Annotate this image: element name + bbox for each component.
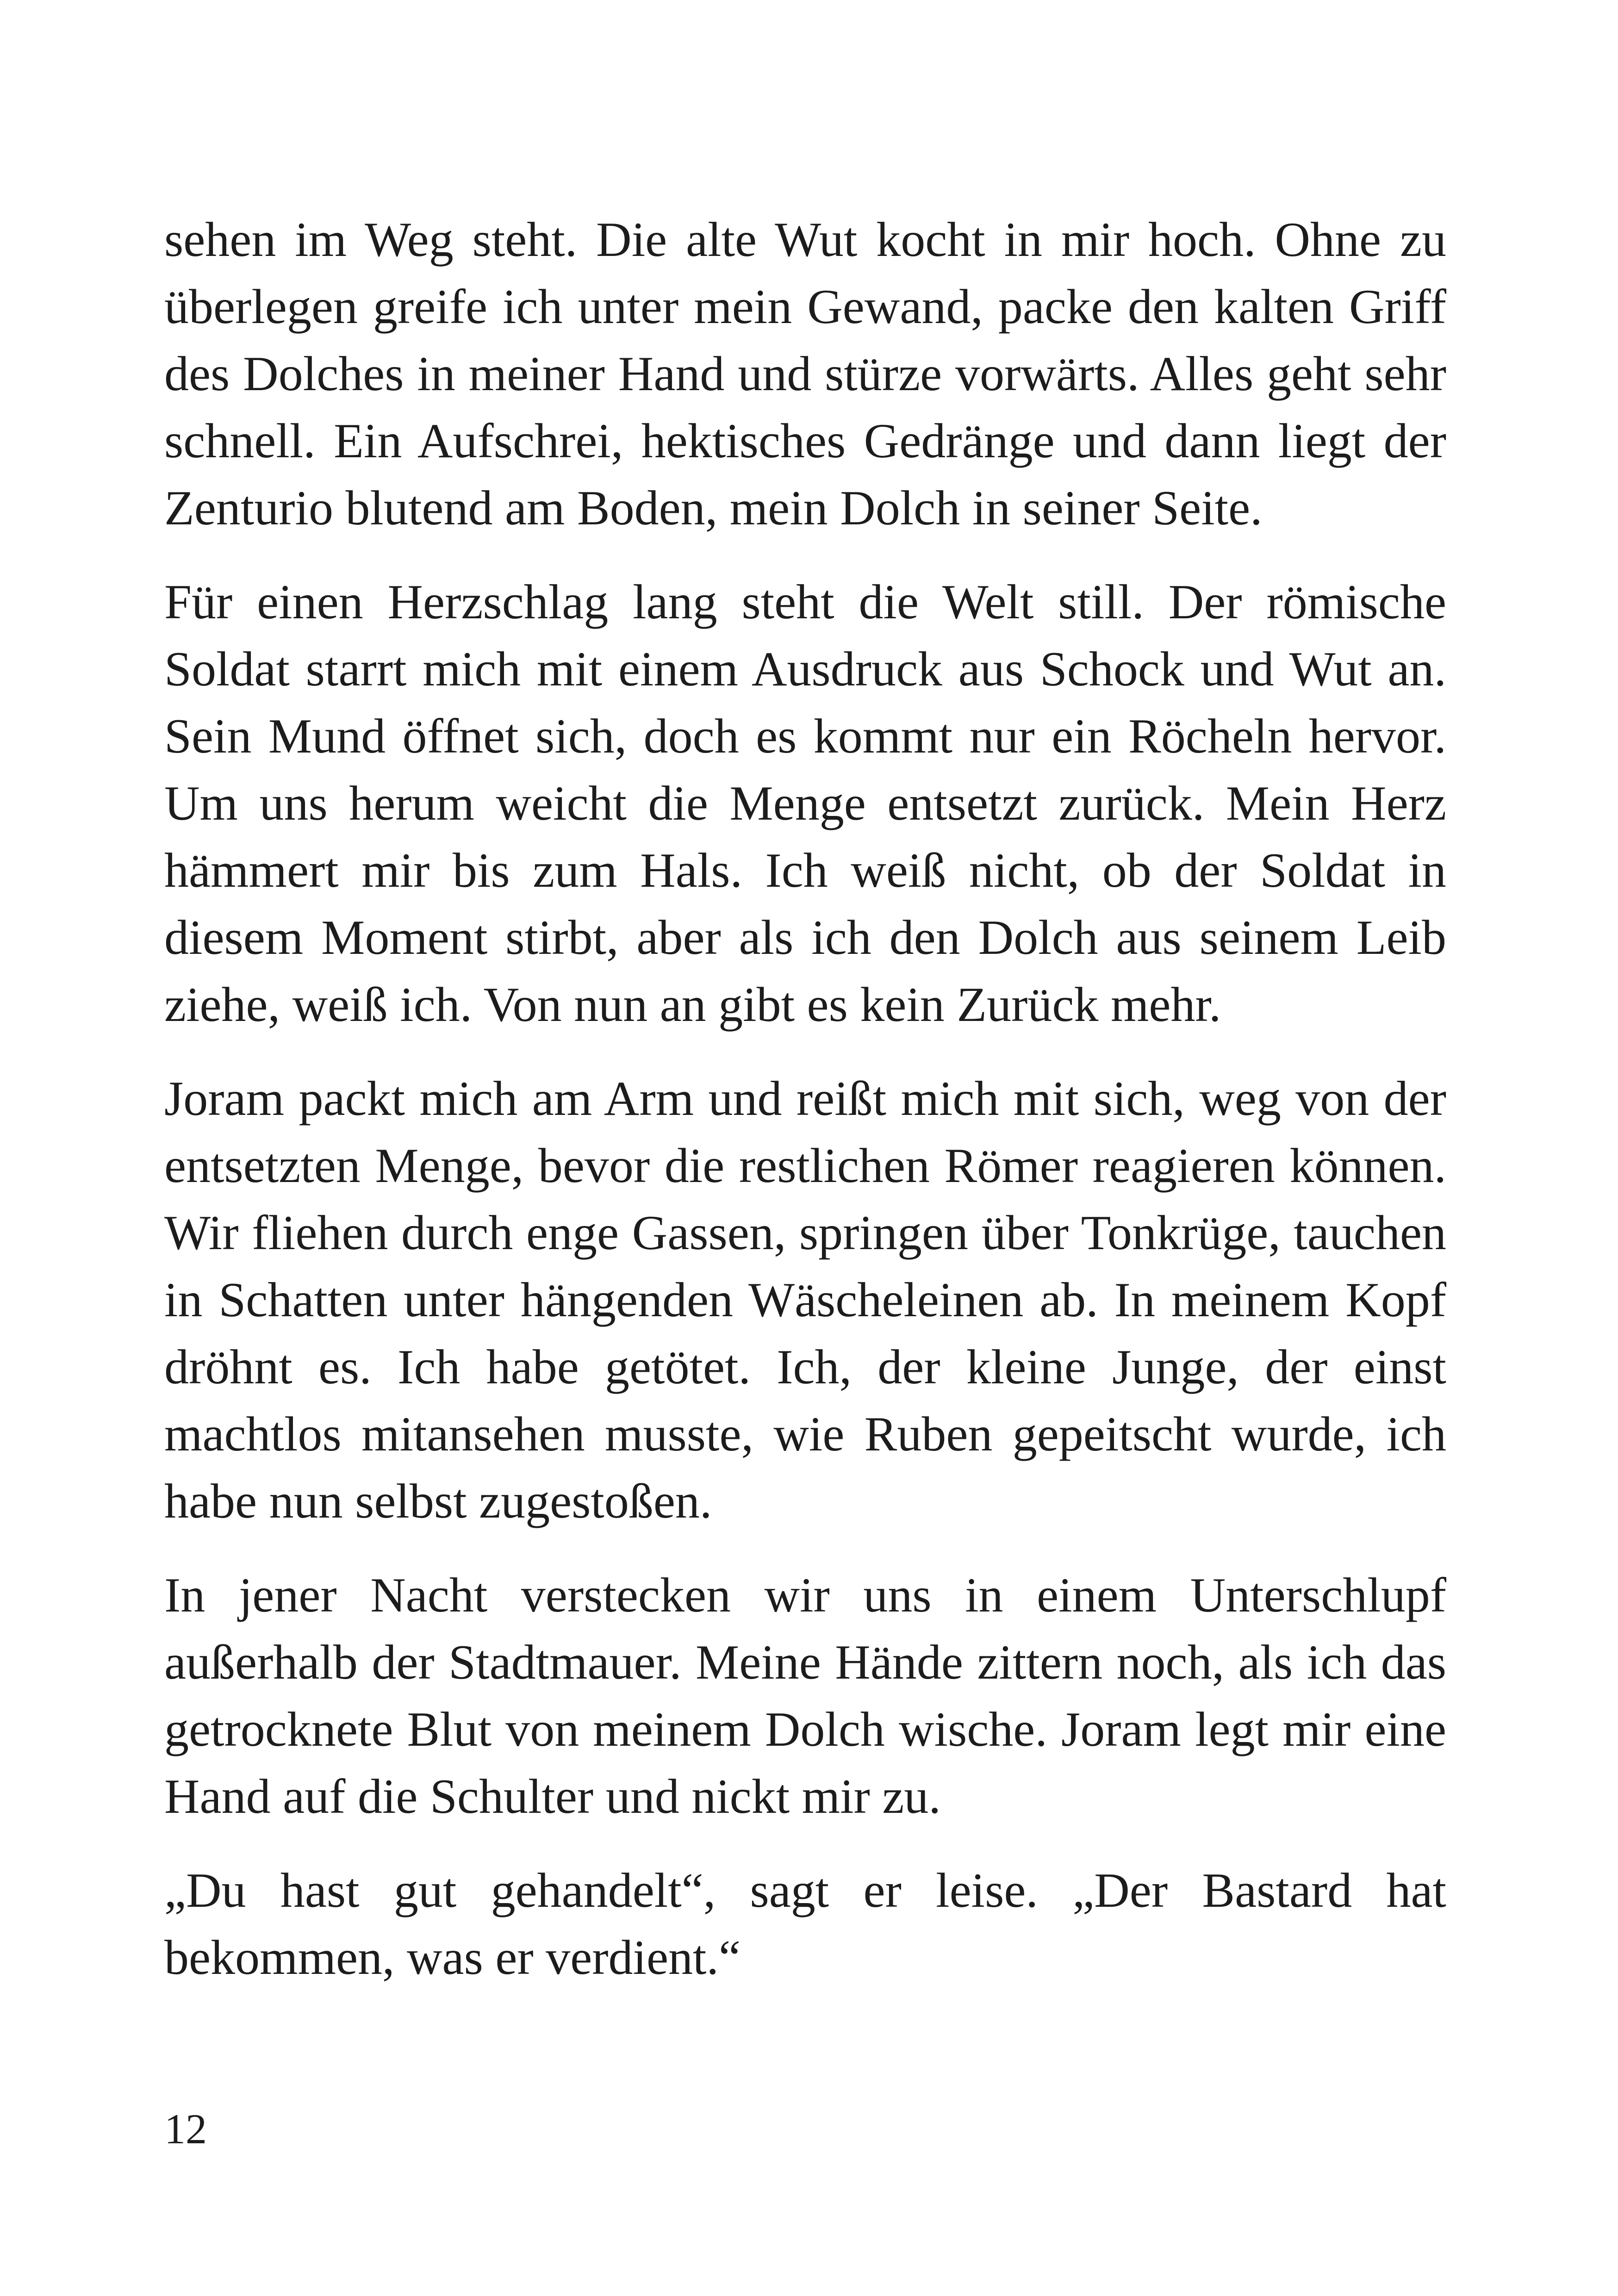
body-text xyxy=(164,206,1446,2018)
paragraph-2: Für einen Herzschlag lang steht die Welt still. Der römische Soldat starrt mich mit einem Ausdruck aus Schock und Wut an. Sein Mund öffnet sich, doch es kommt nur ein Röcheln hervor. Um uns herum weicht die Menge entsetzt zurück. Mein Herz hämmert mir bis zum Hals. Ich weiß nicht, ob der Soldat in diesem Moment stirbt, aber als ich den Dolch aus seinem Leib ziehe, weiß ich. Von nun an gibt es kein Zurück mehr. xyxy=(164,575,1446,1032)
paragraph-5: „Du hast gut gehandelt“, sagt er leise. „Der Bastard hat bekommen, was er verdient.“ xyxy=(164,1863,1446,1985)
page-number: 12 xyxy=(164,2105,207,2153)
paragraph-4: In jener Nacht verstecken wir uns in einem Unterschlupf außerhalb der Stadtmauer. Meine Hände zittern noch, als ich das getrocknete Blut von meinem Dolch wische. Joram legt mir eine Hand auf die Schulter und nickt mir zu. xyxy=(164,1568,1446,1823)
paragraph-1: sehen im Weg steht. Die alte Wut kocht in mir hoch. Ohne zu überlegen greife ich unter mein Gewand, packe den kalten Griff des Dolches in meiner Hand und stürze vorwärts. Alles geht sehr schnell. Ein Aufschrei, hektisches Gedränge und dann liegt der Zenturio blutend am Boden, mein Dolch in seiner Seite. xyxy=(164,212,1446,535)
paragraph-3: Joram packt mich am Arm und reißt mich mit sich, weg von der entsetzten Menge, bevor die restlichen Römer reagieren können. Wir fliehen durch enge Gassen, springen über Tonkrüge, tauchen in Schatten unter hängenden Wäscheleinen ab. In meinem Kopf dröhnt es. Ich habe getötet. Ich, der kleine Junge, der einst machtlos mitansehen musste, wie Ruben gepeitscht wurde, ich habe nun selbst zugestoßen. xyxy=(164,1071,1446,1528)
